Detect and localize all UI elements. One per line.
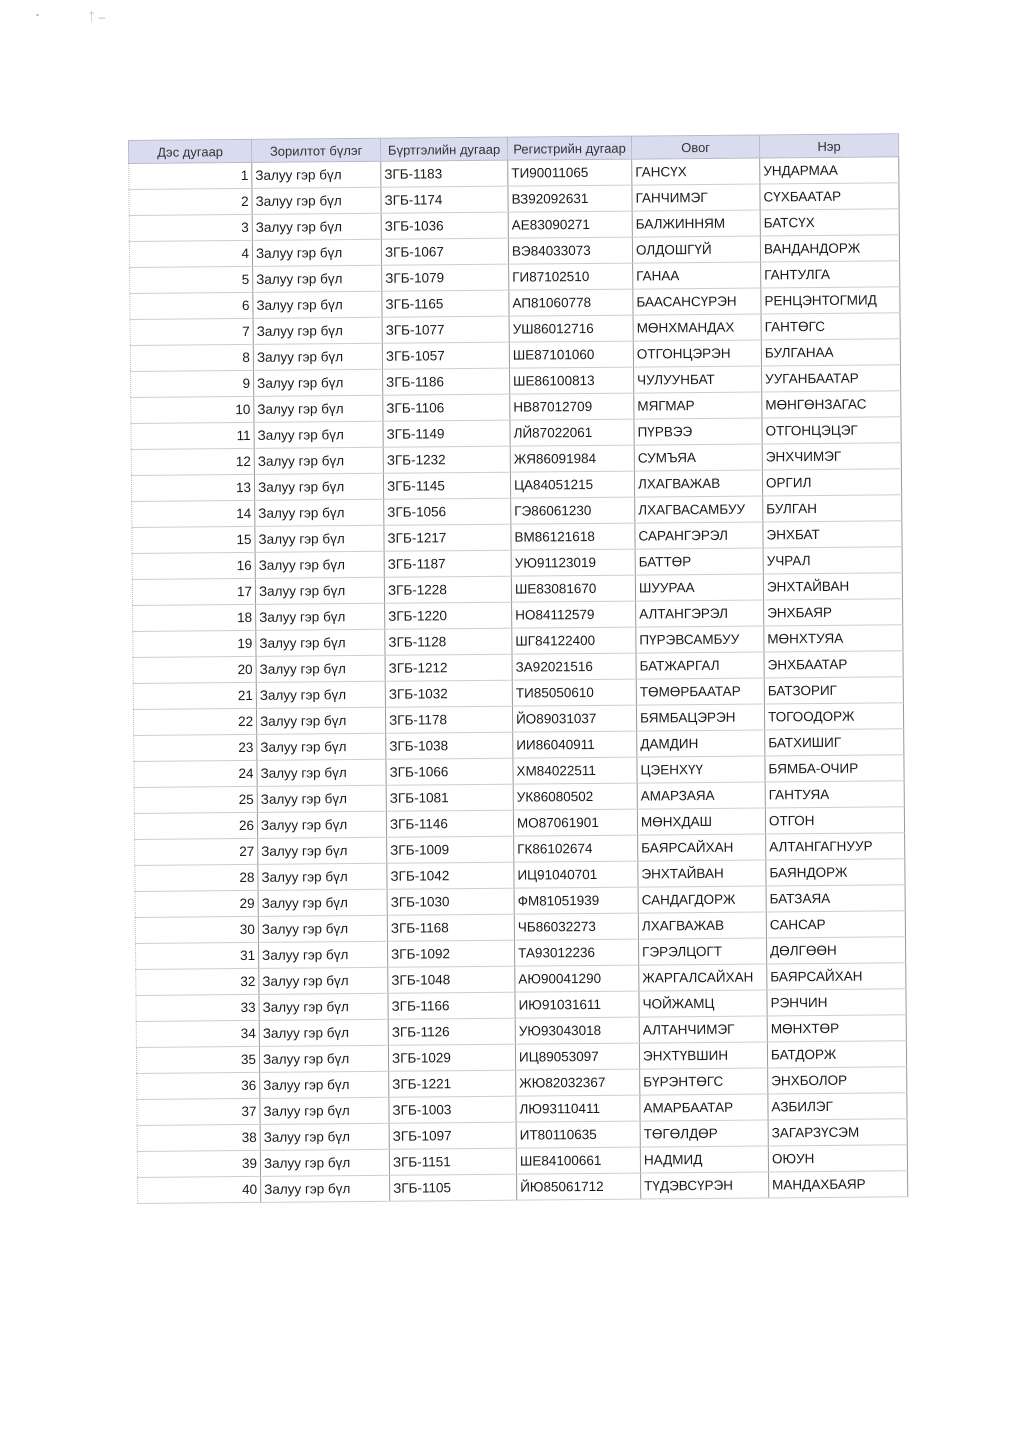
target-group-cell: Залуу гэр бүл	[260, 1097, 389, 1124]
given-name-cell: МӨНХТӨР	[767, 1015, 906, 1042]
target-group-cell: Залуу гэр бүл	[254, 421, 383, 448]
surname-cell: ОТГОНЦЭРЭН	[633, 340, 761, 367]
surname-cell: МӨНХДАШ	[637, 808, 765, 835]
target-group-cell: Залуу гэр бүл	[254, 447, 383, 474]
given-name-cell: БЯМБА-ОЧИР	[765, 755, 904, 782]
registration-number-cell: ЗГБ-1009	[387, 836, 514, 863]
registration-number-cell: ЗГБ-1187	[384, 550, 511, 577]
registration-number-cell: ЗГБ-1165	[382, 290, 509, 317]
surname-cell: САРАНГЭРЭЛ	[635, 522, 763, 549]
target-group-cell: Залуу гэр бүл	[257, 759, 386, 786]
row-number-cell: 12	[131, 448, 254, 475]
surname-cell: ЧОЙЖАМЦ	[639, 990, 767, 1017]
registration-number-cell: ЗГБ-1003	[389, 1096, 516, 1123]
row-number-cell: 7	[130, 318, 253, 345]
given-name-cell: ОТГОНЦЭЦЭГ	[762, 417, 901, 444]
surname-cell: ТҮДЭВСҮРЭН	[641, 1172, 769, 1199]
row-number-cell: 11	[131, 422, 254, 449]
given-name-cell: АЗБИЛЭГ	[768, 1093, 907, 1120]
register-id-cell: ИЦ91040701	[514, 861, 638, 888]
target-group-cell: Залуу гэр бүл	[259, 1045, 388, 1072]
surname-cell: ЭНХТАЙВАН	[638, 860, 766, 887]
row-number-cell: 37	[137, 1098, 260, 1125]
given-name-cell: ЭНХЧИМЭГ	[762, 443, 901, 470]
target-group-cell: Залуу гэр бүл	[252, 213, 381, 240]
row-number-cell: 26	[134, 812, 257, 839]
given-name-cell: БАТХИШИГ	[765, 729, 904, 756]
surname-cell: БАЯРСАЙХАН	[638, 834, 766, 861]
row-number-cell: 34	[136, 1020, 259, 1047]
row-number-cell: 3	[129, 214, 252, 241]
register-id-cell: ГК86102674	[514, 835, 638, 862]
row-number-cell: 14	[132, 500, 255, 527]
registration-number-cell: ЗГБ-1212	[385, 654, 512, 681]
row-number-cell: 36	[137, 1072, 260, 1099]
surname-cell: ТӨМӨРБААТАР	[636, 678, 764, 705]
surname-cell: АЛТАНЧИМЭГ	[639, 1016, 767, 1043]
registration-number-cell: ЗГБ-1042	[387, 862, 514, 889]
given-name-cell: ЭНХБААТАР	[764, 651, 903, 678]
target-group-cell: Залуу гэр бүл	[258, 889, 387, 916]
surname-cell: ЭНХТҮВШИН	[639, 1042, 767, 1069]
header-cell: Бүртгэлийн дугаар	[380, 137, 507, 161]
surname-cell: БААСАНСҮРЭН	[633, 288, 761, 315]
register-id-cell: ЙО89031037	[512, 705, 636, 732]
given-name-cell: УЧРАЛ	[763, 547, 902, 574]
registration-number-cell: ЗГБ-1092	[388, 940, 515, 967]
row-number-cell: 21	[133, 682, 256, 709]
registration-number-cell: ЗГБ-1186	[383, 368, 510, 395]
row-number-cell: 9	[131, 370, 254, 397]
row-number-cell: 39	[137, 1150, 260, 1177]
surname-cell: ШУУРАА	[635, 574, 763, 601]
registration-number-cell: ЗГБ-1145	[383, 472, 510, 499]
register-id-cell: ЦА84051215	[510, 471, 634, 498]
surname-cell: БАТЖАРГАЛ	[636, 652, 764, 679]
given-name-cell: БУЛГАН	[763, 495, 902, 522]
target-group-cell: Залуу гэр бүл	[256, 681, 385, 708]
target-group-cell: Залуу гэр бүл	[253, 317, 382, 344]
given-name-cell: ТОГООДОРЖ	[764, 703, 903, 730]
register-id-cell: ТИ85050610	[512, 679, 636, 706]
registration-number-cell: ЗГБ-1029	[388, 1044, 515, 1071]
register-id-cell: ШЕ86100813	[510, 367, 634, 394]
row-number-cell: 33	[136, 994, 259, 1021]
target-group-cell: Залуу гэр бүл	[256, 603, 385, 630]
register-id-cell: ГИ87102510	[509, 263, 633, 290]
register-id-cell: ХМ84022511	[513, 757, 637, 784]
target-group-cell: Залуу гэр бүл	[252, 161, 381, 188]
registration-number-cell: ЗГБ-1217	[384, 524, 511, 551]
registration-number-cell: ЗГБ-1030	[387, 888, 514, 915]
registration-number-cell: ЗГБ-1166	[388, 992, 515, 1019]
register-id-cell: ВЭ84033073	[508, 237, 632, 264]
row-number-cell: 25	[134, 786, 257, 813]
surname-cell: ГАНЧИМЭГ	[632, 184, 760, 211]
register-id-cell: ЖЯ86091984	[510, 445, 634, 472]
given-name-cell: ОЮУН	[768, 1145, 907, 1172]
given-name-cell: ОТГОН	[765, 807, 904, 834]
row-number-cell: 6	[130, 292, 253, 319]
given-name-cell: ЭНХБОЛОР	[768, 1067, 907, 1094]
surname-cell: ДАМДИН	[637, 730, 765, 757]
register-id-cell: АП81060778	[509, 289, 633, 316]
row-number-cell: 35	[136, 1046, 259, 1073]
row-number-cell: 29	[135, 890, 258, 917]
row-number-cell: 40	[138, 1176, 261, 1203]
target-group-cell: Залуу гэр бүл	[257, 733, 386, 760]
surname-cell: МЯГМАР	[634, 392, 762, 419]
register-id-cell: ФМ81051939	[514, 887, 638, 914]
row-number-cell: 13	[131, 474, 254, 501]
registration-number-cell: ЗГБ-1174	[381, 186, 508, 213]
given-name-cell: БАТДОРЖ	[767, 1041, 906, 1068]
registry-table	[128, 133, 908, 1204]
registration-number-cell: ЗГБ-1048	[388, 966, 515, 993]
registration-number-cell: ЗГБ-1066	[386, 758, 513, 785]
register-id-cell: УК86080502	[513, 783, 637, 810]
target-group-cell: Залуу гэр бүл	[256, 707, 385, 734]
given-name-cell: БАТЗАЯА	[766, 885, 905, 912]
surname-cell: САНДАГДОРЖ	[638, 886, 766, 913]
registration-number-cell: ЗГБ-1126	[388, 1018, 515, 1045]
given-name-cell: ВАНДАНДОРЖ	[760, 235, 899, 262]
register-id-cell: ЧБ86032273	[514, 913, 638, 940]
registration-number-cell: ЗГБ-1183	[381, 160, 508, 187]
registration-number-cell: ЗГБ-1178	[385, 706, 512, 733]
target-group-cell: Залуу гэр бүл	[252, 239, 381, 266]
surname-cell: НАДМИД	[640, 1146, 768, 1173]
row-number-cell: 8	[130, 344, 253, 371]
surname-cell: БАТТӨР	[635, 548, 763, 575]
row-number-cell: 5	[130, 266, 253, 293]
given-name-cell: АЛТАНГАГНУУР	[766, 833, 905, 860]
register-id-cell: ТА93012236	[514, 939, 638, 966]
given-name-cell: МӨНХТУЯА	[764, 625, 903, 652]
row-number-cell: 20	[133, 656, 256, 683]
registration-number-cell: ЗГБ-1056	[384, 498, 511, 525]
registration-number-cell: ЗГБ-1220	[385, 602, 512, 629]
registration-number-cell: ЗГБ-1106	[383, 394, 510, 421]
target-group-cell: Залуу гэр бүл	[252, 187, 381, 214]
given-name-cell: ЗАГАРЗҮСЭМ	[768, 1119, 907, 1146]
row-number-cell: 27	[135, 838, 258, 865]
surname-cell: БЯМБАЦЭРЭН	[636, 704, 764, 731]
register-id-cell: ИТ80110635	[516, 1121, 640, 1148]
target-group-cell: Залуу гэр бүл	[258, 915, 387, 942]
register-id-cell: ЛЮ93110411	[516, 1095, 640, 1122]
row-number-cell: 1	[129, 162, 252, 189]
registration-number-cell: ЗГБ-1168	[387, 914, 514, 941]
given-name-cell: БАТСҮХ	[760, 209, 899, 236]
header-cell: Зорилтот бүлэг	[251, 138, 380, 162]
register-id-cell: УШ86012716	[509, 315, 633, 342]
target-group-cell: Залуу гэр бүл	[257, 785, 386, 812]
given-name-cell: САНСАР	[766, 911, 905, 938]
register-id-cell: ИИ86040911	[513, 731, 637, 758]
surname-cell: ЛХАГВАЖАВ	[638, 912, 766, 939]
surname-cell: ЧУЛУУНБАТ	[634, 366, 762, 393]
target-group-cell: Залуу гэр бүл	[259, 993, 388, 1020]
target-group-cell: Залуу гэр бүл	[260, 1123, 389, 1150]
row-number-cell: 16	[132, 552, 255, 579]
surname-cell: АЛТАНГЭРЭЛ	[636, 600, 764, 627]
register-id-cell: ИЦ89053097	[515, 1043, 639, 1070]
target-group-cell: Залуу гэр бүл	[256, 629, 385, 656]
row-number-cell: 32	[136, 968, 259, 995]
row-number-cell: 19	[133, 630, 256, 657]
row-number-cell: 2	[129, 188, 252, 215]
given-name-cell: УУГАНБААТАР	[761, 365, 900, 392]
surname-cell: ОЛДОШГҮЙ	[632, 236, 760, 263]
row-number-cell: 28	[135, 864, 258, 891]
given-name-cell: РЕНЦЭНТОГМИД	[761, 287, 900, 314]
registration-number-cell: ЗГБ-1097	[389, 1122, 516, 1149]
row-number-cell: 22	[133, 708, 256, 735]
row-number-cell: 31	[136, 942, 259, 969]
given-name-cell: ЭНХБАТ	[763, 521, 902, 548]
register-id-cell: МО87061901	[513, 809, 637, 836]
target-group-cell: Залуу гэр бүл	[258, 863, 387, 890]
header-cell: Регистрийн дугаар	[507, 136, 631, 160]
register-id-cell: ВЗ92092631	[508, 185, 632, 212]
target-group-cell: Залуу гэр бүл	[255, 551, 384, 578]
surname-cell: ЖАРГАЛСАЙХАН	[639, 964, 767, 991]
surname-cell: ЦЭЕНХҮҮ	[637, 756, 765, 783]
given-name-cell: МӨНГӨНЗАГАС	[762, 391, 901, 418]
registration-number-cell: ЗГБ-1032	[385, 680, 512, 707]
registration-number-cell: ЗГБ-1228	[384, 576, 511, 603]
surname-cell: МӨНХМАНДАХ	[633, 314, 761, 341]
given-name-cell: БАЯРСАЙХАН	[767, 963, 906, 990]
registration-number-cell: ЗГБ-1067	[381, 238, 508, 265]
register-id-cell: ШЕ87101060	[509, 341, 633, 368]
row-number-cell: 4	[129, 240, 252, 267]
scan-artifact: ᛏ ‒	[88, 10, 106, 24]
target-group-cell: Залуу гэр бүл	[253, 291, 382, 318]
surname-cell: ПҮРЭВСАМБУУ	[636, 626, 764, 653]
registration-number-cell: ЗГБ-1038	[386, 732, 513, 759]
register-id-cell: УЮ93043018	[515, 1017, 639, 1044]
given-name-cell: БАТЗОРИГ	[764, 677, 903, 704]
target-group-cell: Залуу гэр бүл	[261, 1175, 390, 1202]
target-group-cell: Залуу гэр бүл	[253, 343, 382, 370]
registration-number-cell: ЗГБ-1079	[382, 264, 509, 291]
given-name-cell: СҮХБААТАР	[760, 183, 899, 210]
registration-number-cell: ЗГБ-1105	[390, 1174, 517, 1201]
registration-number-cell: ЗГБ-1036	[381, 212, 508, 239]
given-name-cell: БУЛГАНАА	[761, 339, 900, 366]
register-id-cell: ШГ84122400	[512, 627, 636, 654]
surname-cell: ЛХАГВАЖАВ	[634, 470, 762, 497]
given-name-cell: ГАНТУЯА	[765, 781, 904, 808]
given-name-cell: УНДАРМАА	[760, 157, 899, 184]
register-id-cell: ЛЙ87022061	[510, 419, 634, 446]
register-id-cell: ШЕ84100661	[516, 1147, 640, 1174]
register-id-cell: ВМ86121618	[511, 523, 635, 550]
registration-number-cell: ЗГБ-1128	[385, 628, 512, 655]
target-group-cell: Залуу гэр бүл	[259, 941, 388, 968]
registration-number-cell: ЗГБ-1081	[386, 784, 513, 811]
row-number-cell: 18	[133, 604, 256, 631]
row-number-cell: 38	[137, 1124, 260, 1151]
registration-number-cell: ЗГБ-1077	[382, 316, 509, 343]
registration-number-cell: ЗГБ-1149	[383, 420, 510, 447]
table-body	[129, 157, 908, 1204]
surname-cell: ЛХАГВАСАМБУУ	[635, 496, 763, 523]
given-name-cell: МАНДАХБАЯР	[769, 1171, 908, 1198]
register-id-cell: ГЭ86061230	[511, 497, 635, 524]
register-id-cell: ЙЮ85061712	[517, 1173, 641, 1200]
given-name-cell: ГАНТУЛГА	[761, 261, 900, 288]
register-id-cell: НВ87012709	[510, 393, 634, 420]
target-group-cell: Залуу гэр бүл	[258, 837, 387, 864]
registration-number-cell: ЗГБ-1221	[389, 1070, 516, 1097]
given-name-cell: БАЯНДОРЖ	[766, 859, 905, 886]
target-group-cell: Залуу гэр бүл	[254, 395, 383, 422]
registration-number-cell: ЗГБ-1146	[386, 810, 513, 837]
registry-table-sheet	[128, 133, 907, 1204]
header-cell: Овог	[631, 135, 759, 159]
row-number-cell: 10	[131, 396, 254, 423]
target-group-cell: Залуу гэр бүл	[256, 655, 385, 682]
target-group-cell: Залуу гэр бүл	[259, 967, 388, 994]
target-group-cell: Залуу гэр бүл	[253, 265, 382, 292]
register-id-cell: УЮ91123019	[511, 549, 635, 576]
row-number-cell: 30	[135, 916, 258, 943]
row-number-cell: 24	[134, 760, 257, 787]
target-group-cell: Залуу гэр бүл	[255, 499, 384, 526]
register-id-cell: АЕ83090271	[508, 211, 632, 238]
given-name-cell: ДӨЛГӨӨН	[766, 937, 905, 964]
register-id-cell: ЗА92021516	[512, 653, 636, 680]
given-name-cell: ОРГИЛ	[762, 469, 901, 496]
row-number-cell: 23	[134, 734, 257, 761]
table-row	[138, 1171, 908, 1204]
register-id-cell: ЖЮ82032367	[516, 1069, 640, 1096]
register-id-cell: НО84112579	[512, 601, 636, 628]
given-name-cell: ГАНТӨГС	[761, 313, 900, 340]
scan-speck	[36, 14, 39, 16]
target-group-cell: Залуу гэр бүл	[254, 473, 383, 500]
header-cell: Дэс дугаар	[129, 139, 252, 163]
header-cell: Нэр	[759, 134, 898, 158]
given-name-cell: ЭНХТАЙВАН	[763, 573, 902, 600]
surname-cell: ГАНАА	[633, 262, 761, 289]
target-group-cell: Залуу гэр бүл	[255, 577, 384, 604]
target-group-cell: Залуу гэр бүл	[254, 369, 383, 396]
target-group-cell: Залуу гэр бүл	[257, 811, 386, 838]
surname-cell: СУМЪЯА	[634, 444, 762, 471]
registration-number-cell: ЗГБ-1057	[382, 342, 509, 369]
target-group-cell: Залуу гэр бүл	[255, 525, 384, 552]
given-name-cell: ЭНХБАЯР	[764, 599, 903, 626]
surname-cell: АМАРБААТАР	[640, 1094, 768, 1121]
target-group-cell: Залуу гэр бүл	[259, 1019, 388, 1046]
target-group-cell: Залуу гэр бүл	[260, 1071, 389, 1098]
surname-cell: АМАРЗАЯА	[637, 782, 765, 809]
surname-cell: ГЭРЭЛЦОГТ	[638, 938, 766, 965]
surname-cell: ГАНСҮХ	[632, 158, 760, 185]
surname-cell: ТӨГӨЛДӨР	[640, 1120, 768, 1147]
registration-number-cell: ЗГБ-1151	[389, 1148, 516, 1175]
register-id-cell: ШЕ83081670	[511, 575, 635, 602]
register-id-cell: АЮ90041290	[515, 965, 639, 992]
register-id-cell: ИЮ91031611	[515, 991, 639, 1018]
surname-cell: БҮРЭНТӨГС	[640, 1068, 768, 1095]
register-id-cell: ТИ90011065	[508, 159, 632, 186]
surname-cell: БАЛЖИННЯМ	[632, 210, 760, 237]
row-number-cell: 15	[132, 526, 255, 553]
row-number-cell: 17	[132, 578, 255, 605]
target-group-cell: Залуу гэр бүл	[260, 1149, 389, 1176]
surname-cell: ПҮРВЭЭ	[634, 418, 762, 445]
given-name-cell: РЭНЧИН	[767, 989, 906, 1016]
registration-number-cell: ЗГБ-1232	[383, 446, 510, 473]
